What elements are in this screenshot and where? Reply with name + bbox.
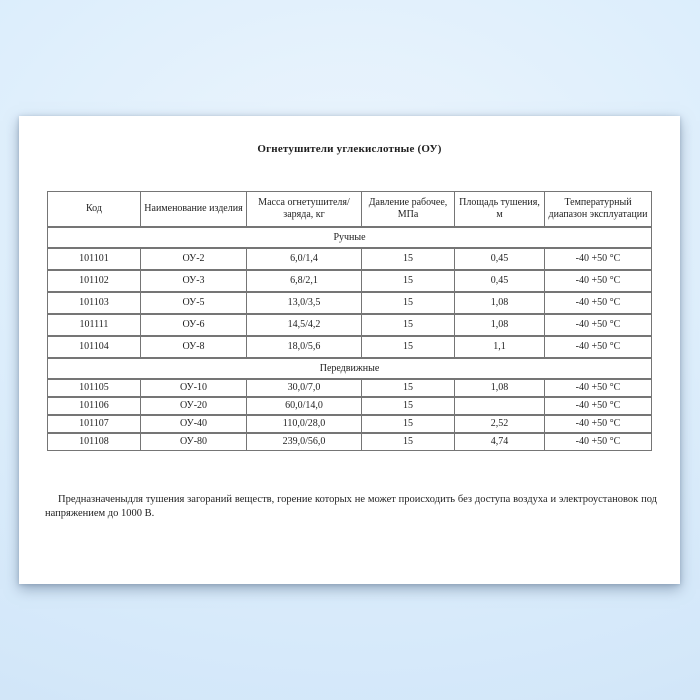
cell-code: 101101 <box>47 248 141 270</box>
cell-name: ОУ-8 <box>141 336 247 358</box>
section-label: Передвижные <box>47 358 652 379</box>
cell-pressure: 15 <box>362 314 455 336</box>
cell-name: ОУ-10 <box>141 379 247 397</box>
table-row <box>47 270 652 292</box>
cell-name: ОУ-6 <box>141 314 247 336</box>
section-row-mobile <box>47 358 652 379</box>
cell-mass: 6,0/1,4 <box>247 248 362 270</box>
cell-area: 1,08 <box>455 292 545 314</box>
cell-pressure: 15 <box>362 379 455 397</box>
cell-area: 1,08 <box>455 314 545 336</box>
cell-mass: 18,0/5,6 <box>247 336 362 358</box>
cell-temperature: -40 +50 °C <box>545 379 652 397</box>
extinguishers-table <box>47 191 652 451</box>
column-header-temperature: Температурный диапазон эксплуатации <box>545 191 652 227</box>
column-header-mass: Масса огнетушителя/ заряда, кг <box>247 191 362 227</box>
cell-area: 2,52 <box>455 415 545 433</box>
cell-area: 0,45 <box>455 248 545 270</box>
cell-code: 101107 <box>47 415 141 433</box>
cell-pressure: 15 <box>362 397 455 415</box>
cell-mass: 239,0/56,0 <box>247 433 362 451</box>
table-row <box>47 397 652 415</box>
section-row-handheld <box>47 227 652 248</box>
cell-temperature: -40 +50 °C <box>545 248 652 270</box>
cell-code: 101106 <box>47 397 141 415</box>
table-header-row <box>47 191 652 227</box>
cell-code: 101103 <box>47 292 141 314</box>
cell-area: 1,1 <box>455 336 545 358</box>
cell-mass: 110,0/28,0 <box>247 415 362 433</box>
column-header-name: Наименование изделия <box>141 191 247 227</box>
cell-temperature: -40 +50 °C <box>545 270 652 292</box>
table-row <box>47 248 652 270</box>
cell-area: 4,74 <box>455 433 545 451</box>
cell-code: 101105 <box>47 379 141 397</box>
cell-temperature: -40 +50 °C <box>545 415 652 433</box>
cell-code: 101104 <box>47 336 141 358</box>
cell-mass: 30,0/7,0 <box>247 379 362 397</box>
cell-code: 101111 <box>47 314 141 336</box>
cell-temperature: -40 +50 °C <box>545 433 652 451</box>
cell-pressure: 15 <box>362 433 455 451</box>
cell-temperature: -40 +50 °C <box>545 336 652 358</box>
cell-name: ОУ-2 <box>141 248 247 270</box>
cell-name: ОУ-3 <box>141 270 247 292</box>
cell-pressure: 15 <box>362 415 455 433</box>
cell-pressure: 15 <box>362 248 455 270</box>
cell-temperature: -40 +50 °C <box>545 314 652 336</box>
table-row <box>47 336 652 358</box>
table-row <box>47 433 652 451</box>
cell-pressure: 15 <box>362 270 455 292</box>
table-row <box>47 292 652 314</box>
cell-name: ОУ-80 <box>141 433 247 451</box>
cell-mass: 6,8/2,1 <box>247 270 362 292</box>
cell-code: 101108 <box>47 433 141 451</box>
cell-mass: 14,5/4,2 <box>247 314 362 336</box>
cell-code: 101102 <box>47 270 141 292</box>
cell-temperature: -40 +50 °C <box>545 397 652 415</box>
table-row <box>47 314 652 336</box>
cell-area <box>455 397 545 415</box>
section-label: Ручные <box>47 227 652 248</box>
cell-name: ОУ-5 <box>141 292 247 314</box>
table-row <box>47 379 652 397</box>
column-header-pressure: Давление рабочее, МПа <box>362 191 455 227</box>
cell-pressure: 15 <box>362 292 455 314</box>
table-row <box>47 415 652 433</box>
column-header-code: Код <box>47 191 141 227</box>
cell-area: 0,45 <box>455 270 545 292</box>
column-header-area: Площадь тушения, м <box>455 191 545 227</box>
cell-area: 1,08 <box>455 379 545 397</box>
cell-pressure: 15 <box>362 336 455 358</box>
cell-name: ОУ-20 <box>141 397 247 415</box>
cell-mass: 60,0/14,0 <box>247 397 362 415</box>
cell-name: ОУ-40 <box>141 415 247 433</box>
cell-temperature: -40 +50 °C <box>545 292 652 314</box>
footnote-text: Предназначеныдля тушения загораний веществ, горение которых не может происходить без доступа воздуха и электроустановок под напряжением до 1000 В. <box>45 494 657 519</box>
document-page <box>19 116 680 584</box>
cell-mass: 13,0/3,5 <box>247 292 362 314</box>
page-title: Огнетушители углекислотные (ОУ) <box>257 143 442 155</box>
